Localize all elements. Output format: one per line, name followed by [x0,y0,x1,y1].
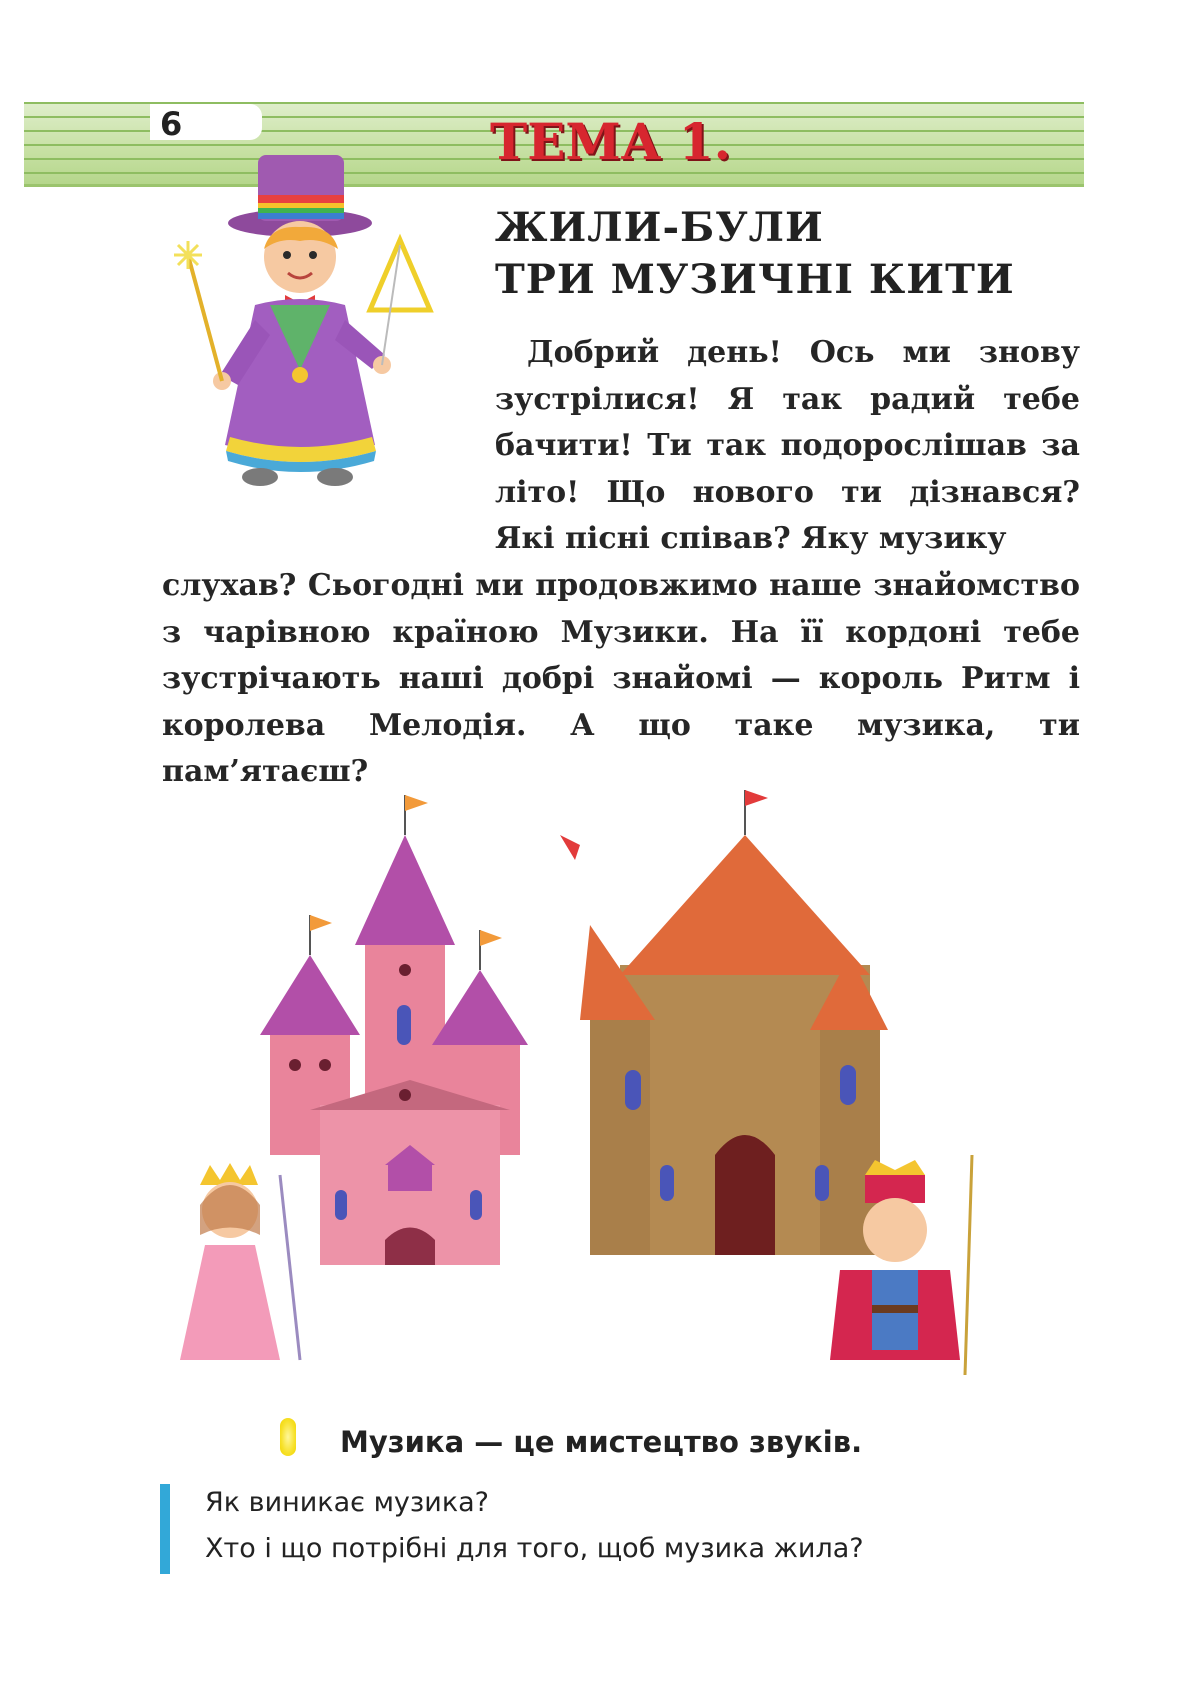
questions-block [205,1480,864,1572]
intro-paragraph-right: Добрий день! Ось ми знову зустрілися! Я так радий тебе бачити! Ти так подорослішав за літо! Що нового ти дізнався? Які пісні співав? Яку музику [495,335,1080,556]
brown-castle-icon [560,790,888,1255]
topic-title: ТЕМА 1. [490,112,731,171]
queen-melody-icon [180,1163,300,1360]
highlight-dot-icon [280,1418,296,1456]
question-marker-bar [160,1484,170,1574]
pink-castle-icon [260,795,528,1265]
key-statement: Музика — це мистецтво звуків. [340,1425,863,1459]
intro-paragraph-full: слухав? Сьогодні ми продовжимо наше знайомство з чарівною країною Музики. На її кордоні тебе зустрічають наші добрі знайомі — король Ритм і королева Мелодія. А що таке музика, ти пам’ятаєш? [162,568,1080,789]
page-number: 6 [160,105,183,143]
question-1: Як виникає музика? [205,1487,490,1518]
lesson-title-line-1: ЖИЛИ-БУЛИ [495,204,824,251]
castles-illustration [160,815,1060,1405]
lesson-title-line-2: ТРИ МУЗИЧНІ КИТИ [495,256,1015,303]
question-2: Хто і що потрібні для того, щоб музика жила? [205,1533,864,1564]
magician-boy-illustration [160,145,460,505]
lesson-title [495,202,1015,306]
